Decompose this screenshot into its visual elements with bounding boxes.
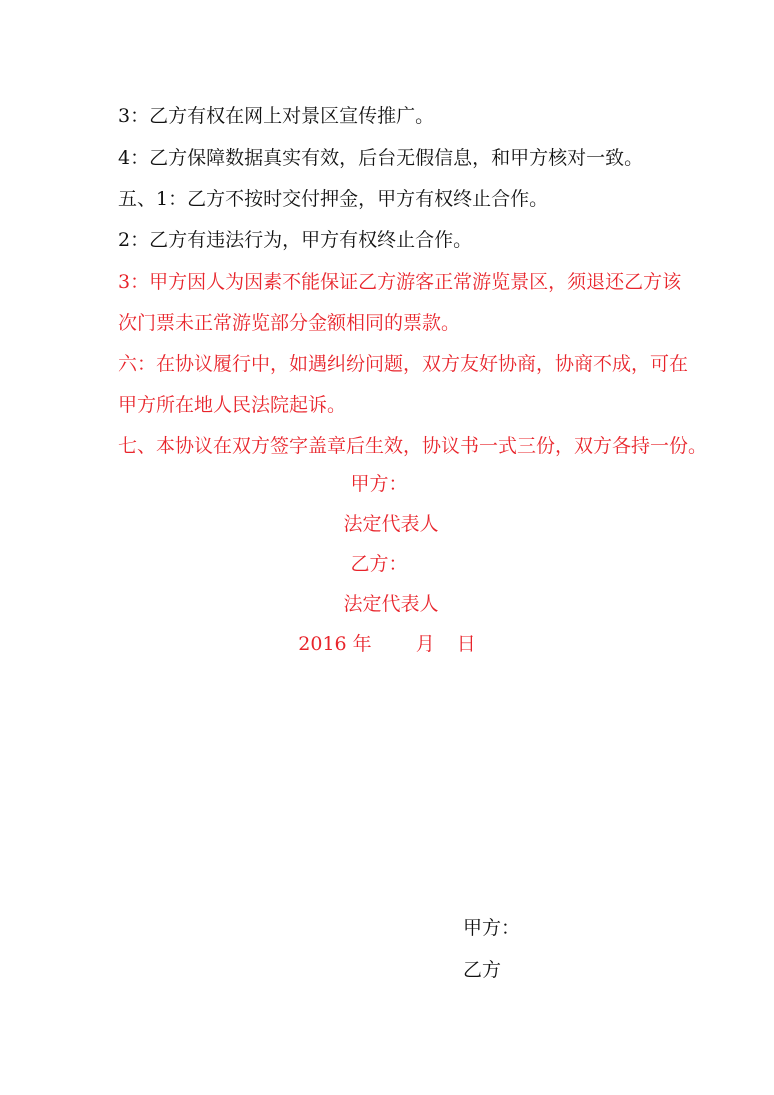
- date-month: 月: [415, 633, 435, 655]
- clause-5-3-refund-line-2: 次门票未正常游览部分金额相同的票款。: [118, 312, 461, 334]
- clause-5-3-refund-line-1: 3：甲方因人为因素不能保证乙方游客正常游览景区，须退还乙方该: [118, 271, 682, 293]
- clause-6-dispute-line-2: 甲方所在地人民法院起诉。: [118, 394, 347, 416]
- clause-7-effectiveness: 七、本协议在双方签字盖章后生效，协议书一式三份，双方各持一份。: [118, 435, 708, 457]
- signature-party-b-label: 乙方：: [350, 553, 408, 575]
- clause-5-1-deposit: 五、1：乙方不按时交付押金，甲方有权终止合作。: [118, 188, 549, 210]
- signature-party-a-label: 甲方：: [350, 473, 408, 495]
- clause-5-2-illegal-acts: 2：乙方有违法行为，甲方有权终止合作。: [118, 229, 473, 251]
- date-day: 日: [456, 633, 476, 655]
- clause-6-dispute-line-1: 六：在协议履行中，如遇纠纷问题，双方友好协商，协商不成，可在: [118, 353, 689, 375]
- clause-3-promotion: 3：乙方有权在网上对景区宣传推广。: [118, 105, 435, 127]
- signature-party-b-representative: 法定代表人: [343, 593, 439, 615]
- clause-4-data-accuracy: 4：乙方保障数据真实有效，后台无假信息，和甲方核对一致。: [118, 147, 644, 169]
- bottom-party-a-signature: 甲方：: [463, 917, 521, 939]
- bottom-party-b-signature: 乙方: [463, 959, 502, 981]
- date-year: 2016 年: [298, 633, 372, 655]
- signature-party-a-representative: 法定代表人: [343, 513, 439, 535]
- signature-date: [0, 632, 774, 656]
